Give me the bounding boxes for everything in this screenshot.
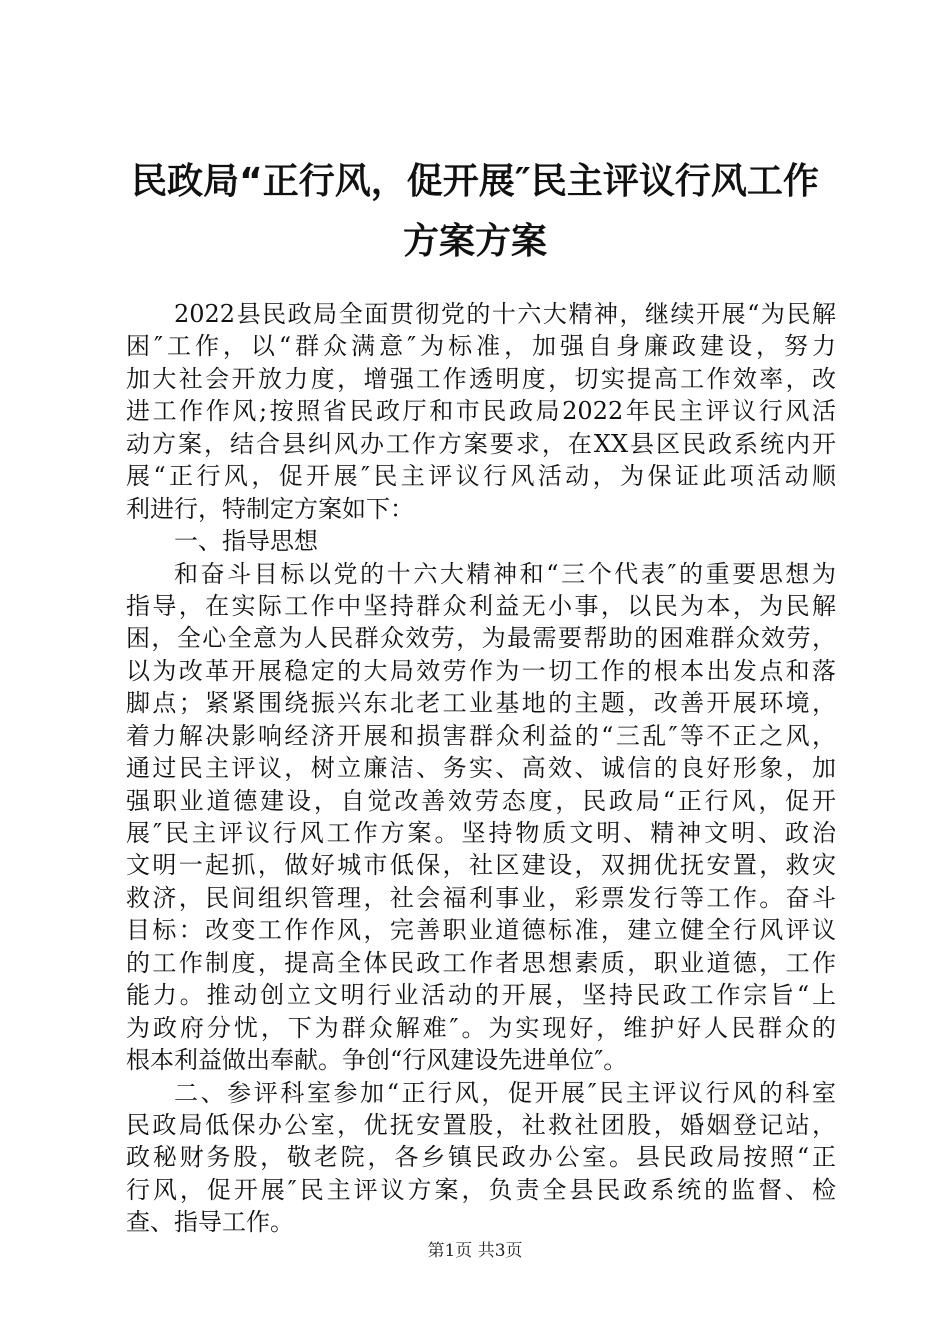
body-line-22: 能力。推动创立文明行业活动的开展，坚持民政工作宗旨“上 bbox=[126, 981, 836, 1010]
body-line-18: 文明一起抓，做好城市低保，社区建设，双拥优抚安置，救灾 bbox=[126, 851, 836, 880]
body-line-13: 脚点；紧紧围绕振兴东北老工业基地的主题，改善开展环境， bbox=[126, 689, 836, 718]
document-body bbox=[126, 298, 836, 1239]
body-line-17: 展″民主评议行风工作方案。坚持物质文明、精神文明、政治 bbox=[126, 819, 836, 847]
body-line-24: 根本利益做出奉献。争创“行风建设先进单位″。 bbox=[126, 1046, 628, 1075]
page-footer: 第1页 共3页 bbox=[427, 1241, 523, 1261]
body-line-21: 的工作制度，提高全体民政工作者思想素质，职业道德，工作 bbox=[126, 948, 836, 977]
document-title-line-2: 方案方案 bbox=[402, 221, 547, 262]
body-line-16: 强职业道德建设，自觉改善效劳态度，民政局“正行风，促开 bbox=[126, 786, 836, 815]
body-line-5: 动方案，结合县纠风办工作方案要求，在XX县区民政系统内开 bbox=[126, 429, 836, 458]
body-line-26: 民政局低保办公室，优抚安置股，社救社团股，婚姻登记站， bbox=[126, 1110, 836, 1139]
body-line-27: 政秘财务股，敬老院，各乡镇民政办公室。县民政局按照“正 bbox=[126, 1143, 836, 1172]
body-line-20: 目标：改变工作作风，完善职业道德标准，建立健全行风评议 bbox=[126, 916, 836, 945]
body-line-29: 查、指导工作。 bbox=[126, 1208, 294, 1237]
body-line-14: 着力解决影响经济开展和损害群众利益的“三乱″等不正之风， bbox=[126, 721, 836, 750]
body-line-12: 以为改革开展稳定的大局效劳作为一切工作的根本出发点和落 bbox=[126, 656, 836, 685]
section-heading-1: 一、指导思想 bbox=[174, 527, 318, 556]
body-line-11: 困，全心全意为人民群众效劳，为最需要帮助的困难群众效劳， bbox=[126, 624, 836, 653]
body-line-6: 展“正行风，促开展″民主评议行风活动，为保证此项活动顺 bbox=[126, 462, 836, 491]
document-title-line-1: 民政局“正行风，促开展″民主评议行风工作 bbox=[131, 161, 819, 202]
body-line-7: 利进行，特制定方案如下： bbox=[126, 494, 414, 523]
body-line-23: 为政府分忧，下为群众解难″。为实现好，维护好人民群众的 bbox=[126, 1013, 836, 1042]
body-line-4: 进工作作风;按照省民政厅和市民政局2022年民主评议行风活 bbox=[126, 397, 836, 426]
body-line-19: 救济，民间组织管理，社会福利事业，彩票发行等工作。奋斗 bbox=[126, 883, 836, 912]
body-line-2: 困″工作，以“群众满意″为标准，加强自身廉政建设，努力 bbox=[126, 332, 836, 361]
body-line-3: 加大社会开放力度，增强工作透明度，切实提高工作效率，改 bbox=[126, 364, 836, 393]
body-line-28: 行风，促开展″民主评议方案，负责全县民政系统的监督、检 bbox=[126, 1175, 836, 1204]
section-heading-2: 二、参评科室参加“正行风，促开展″民主评议行风的科室 bbox=[174, 1078, 836, 1107]
body-line-10: 指导，在实际工作中坚持群众利益无小事，以民为本，为民解 bbox=[126, 591, 836, 620]
body-line-1: 2022县民政局全面贯彻党的十六大精神，继续开展“为民解 bbox=[174, 300, 836, 328]
body-line-15: 通过民主评议，树立廉洁、务实、高效、诚信的良好形象，加 bbox=[126, 754, 836, 783]
body-line-9: 和奋斗目标以党的十六大精神和“三个代表″的重要思想为 bbox=[174, 559, 836, 588]
